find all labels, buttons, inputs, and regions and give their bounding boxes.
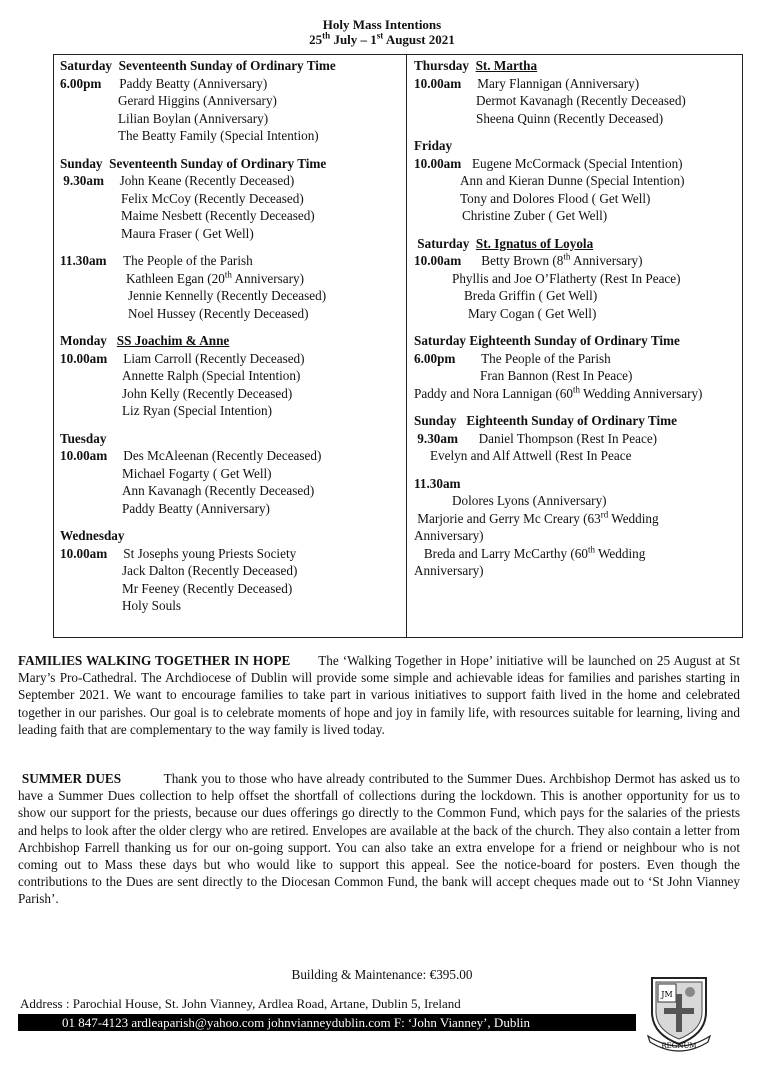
day-block-sunday-18th — [414, 412, 740, 465]
day-block-saturday-vigil — [414, 332, 740, 402]
intention: Dolores Lyons (Anniversary) — [452, 493, 607, 508]
notice-families — [18, 652, 740, 738]
intention: The People of the Parish — [481, 350, 611, 366]
intention: Christine Zuber ( Get Well) — [462, 208, 608, 223]
day-heading: Saturday St. Ignatus of Loyola — [417, 235, 594, 251]
day-block-sunday — [60, 155, 400, 243]
intention: Marjorie and Gerry Mc Creary (63rd Wedding Anniversary) — [414, 509, 659, 543]
intention: Dermot Kavanagh (Recently Deceased) — [476, 93, 686, 108]
svg-text:REGNUM: REGNUM — [661, 1042, 697, 1050]
day-block-sunday-1130-right — [414, 475, 740, 580]
mass-time: 9.30am — [63, 173, 104, 188]
intention: Eugene McCormack (Special Intention) — [472, 155, 683, 171]
parish-crest-icon — [642, 972, 716, 1052]
intention: Maime Nesbett (Recently Deceased) — [121, 208, 315, 223]
intention: Maura Fraser ( Get Well) — [121, 225, 254, 241]
page-title: Holy Mass Intentions — [322, 17, 442, 32]
intention: Ann Kavanagh (Recently Deceased) — [122, 483, 315, 498]
intention: Holy Souls — [122, 598, 181, 613]
day-block-saturday — [60, 57, 400, 145]
intention: Mary Cogan ( Get Well) — [468, 305, 597, 321]
notice-title: FAMILIES WALKING TOGETHER IN HOPE — [18, 653, 291, 668]
day-heading: Sunday Seventeenth Sunday of Ordinary Time — [60, 155, 327, 171]
intention: Paddy Beatty (Anniversary) — [122, 500, 270, 516]
intention: Phyllis and Joe O’Flatherty (Rest In Peace) — [452, 270, 681, 286]
parish-address: Address : Parochial House, St. John Vianney, Ardlea Road, Artane, Dublin 5, Ireland — [20, 996, 461, 1011]
svg-text:JM: JM — [661, 990, 673, 999]
intention: The Beatty Family (Special Intention) — [118, 128, 319, 143]
intention: Jennie Kennelly (Recently Deceased) — [128, 288, 327, 303]
intention: Breda Griffin ( Get Well) — [464, 288, 598, 303]
day-heading: Tuesday — [60, 430, 107, 446]
mass-time: 10.00am — [414, 75, 462, 91]
intention: The People of the Parish — [123, 253, 253, 268]
left-column — [60, 57, 400, 625]
mass-time: 9.30am — [417, 430, 458, 446]
day-block-tuesday — [60, 430, 400, 518]
intention: Liz Ryan (Special Intention) — [122, 403, 272, 418]
day-block-monday — [60, 332, 400, 420]
mass-time: 11.30am — [414, 475, 461, 491]
intention: Paddy Beatty (Anniversary) — [119, 75, 268, 91]
right-column — [414, 57, 740, 590]
day-block-saturday-ignatius — [414, 235, 740, 323]
day-heading: Friday — [414, 138, 453, 153]
intention: John Keane (Recently Deceased) — [119, 173, 295, 188]
intention: Noel Hussey (Recently Deceased) — [128, 305, 309, 321]
mass-time: 10.00am — [60, 545, 108, 561]
day-block-wednesday — [60, 527, 400, 615]
intention: Tony and Dolores Flood ( Get Well) — [460, 190, 651, 206]
notice-summer-dues — [18, 770, 740, 908]
notice-body: Thank you to those who have already contributed to the Summer Dues. Archbishop Dermot has asked us to have a Summer Dues collection to help offset the shortfall of collections during the lockdown. This is another opportunity for us to show our support for the priests, because our dues offerings go directly to the Common Fund, which pays for the salaries of the priests and helps to look after the older clergy who are retired. Envelopes are available at the back of the church. They also contain a letter from Archbishop Farrell thanking us for our on-going support. You can also take an extra envelope for a friend or neighbour who is not coming out to Mass these days but who would like to support this appeal. See the notice-board for posters. Even though the contributions to the Dues are sent directly to the Diocesan Common Fund, the bank will accept cheques made out to ‘St John Vianney Parish’. — [18, 771, 741, 907]
contact-bar: 01 847-4123 ardleaparish@yahoo.com johnvianneydublin.com F: ‘John Vianney’, Dublin — [18, 1014, 636, 1031]
date-range: 25th July – 1st August 2021 — [309, 30, 455, 47]
intention: John Kelly (Recently Deceased) — [122, 385, 293, 401]
day-block-friday — [414, 137, 740, 225]
intention: Fran Bannon (Rest In Peace) — [480, 368, 633, 383]
mass-time: 10.00am — [60, 350, 108, 366]
intention: Gerard Higgins (Anniversary) — [118, 93, 277, 108]
intention: Sheena Quinn (Recently Deceased) — [476, 110, 664, 126]
day-heading: Wednesday — [60, 528, 125, 543]
intention: Evelyn and Alf Attwell (Rest In Peace — [430, 448, 632, 463]
mass-time: 6.00pm — [414, 350, 456, 366]
notice-body: The ‘Walking Together in Hope’ initiative will be launched on 25 August at St Mary’s Pro-Cathedral. The Archdiocese of Dublin will provide some simple and achievable ideas for families and parishes starting in September 2021. We want to encourage families to take part in various initiatives to support faith lived in the home and celebrated together in our parishes. Our goal is to celebrate moments of hope and joy in family life, with resources suitable for learning, living and leading faith that are complementary to the way family is lived today. — [18, 653, 741, 737]
intention: St Josephs young Priests Society — [123, 545, 297, 561]
intention: Betty Brown (8th Anniversary) — [481, 251, 643, 268]
intention: Mr Feeney (Recently Deceased) — [122, 580, 293, 596]
intention: Lilian Boylan (Anniversary) — [118, 110, 269, 126]
intention: Paddy and Nora Lannigan (60th Wedding Anniversary) — [414, 384, 703, 401]
column-divider — [406, 54, 407, 638]
intention: Felix McCoy (Recently Deceased) — [121, 190, 304, 206]
intention: Ann and Kieran Dunne (Special Intention) — [460, 173, 685, 188]
intention: Jack Dalton (Recently Deceased) — [122, 563, 298, 578]
day-heading: Sunday Eighteenth Sunday of Ordinary Time — [414, 413, 677, 428]
intention: Breda and Larry McCarthy (60th Wedding Anniversary) — [414, 544, 646, 578]
day-heading: Monday SS Joachim & Anne — [60, 333, 230, 348]
building-maintenance: Building & Maintenance: €395.00 — [291, 967, 473, 982]
day-block-thursday — [414, 57, 740, 127]
mass-time: 11.30am — [60, 253, 107, 268]
day-heading: Thursday St. Martha — [414, 58, 538, 73]
mass-time: 10.00am — [414, 155, 462, 171]
intention: Michael Fogarty ( Get Well) — [122, 465, 272, 481]
intention: Mary Flannigan (Anniversary) — [477, 75, 640, 91]
day-heading: Saturday Eighteenth Sunday of Ordinary Time — [414, 333, 680, 348]
day-heading: Saturday Seventeenth Sunday of Ordinary Time — [60, 58, 336, 73]
intention: Annette Ralph (Special Intention) — [122, 368, 301, 383]
day-block-sunday-1130 — [60, 252, 400, 322]
mass-time: 10.00am — [414, 253, 462, 268]
mass-time: 10.00am — [60, 448, 108, 463]
intention: Daniel Thompson (Rest In Peace) — [478, 430, 658, 446]
intention: Kathleen Egan (20th Anniversary) — [126, 269, 305, 286]
intention: Liam Carroll (Recently Deceased) — [123, 350, 305, 366]
notice-title: SUMMER DUES — [21, 771, 122, 786]
intention: Des McAleenan (Recently Deceased) — [123, 448, 322, 463]
mass-time: 6.00pm — [60, 75, 102, 91]
